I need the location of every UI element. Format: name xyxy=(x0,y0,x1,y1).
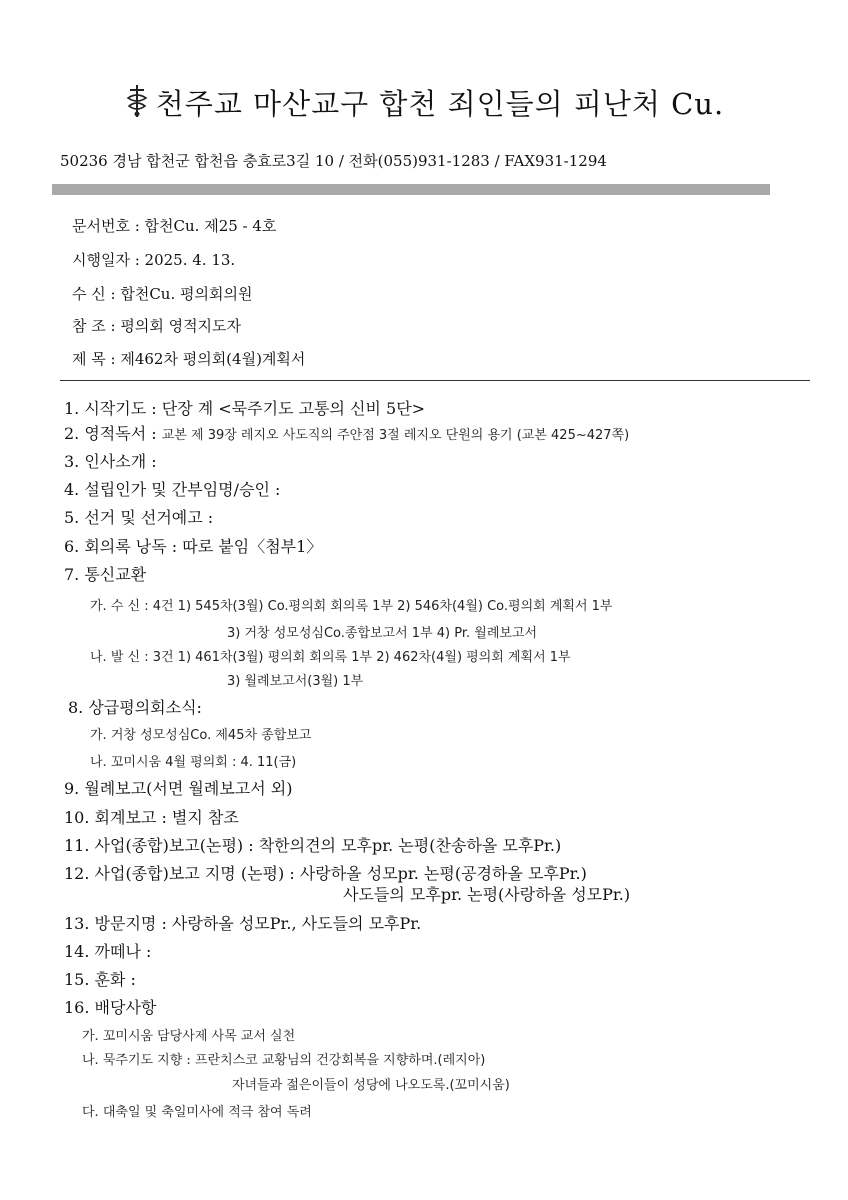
agenda-item-13: 13. 방문지명 : 사랑하올 성모Pr., 사도들의 모후Pr. xyxy=(64,914,422,933)
agenda-item-16-c: 다. 대축일 및 축일미사에 적극 참여 독려 xyxy=(82,1105,312,1120)
agenda-item-7: 7. 통신교환 xyxy=(64,565,147,584)
agenda-item-16: 16. 배당사항 xyxy=(64,998,157,1017)
recipient: 수 신 : 합천Cu. 평의회의원 xyxy=(72,285,253,303)
section-divider xyxy=(60,380,810,381)
agenda-item-3: 3. 인사소개 : xyxy=(64,452,157,471)
subject: 제 목 : 제462차 평의회(4월)계획서 xyxy=(72,350,306,368)
agenda-item-8-b: 나. 꼬미시움 4월 평의회 : 4. 11(금) xyxy=(90,755,297,770)
agenda-item-6: 6. 회의록 낭독 : 따로 붙임〈첨부1〉 xyxy=(64,537,323,556)
agenda-item-8: 8. 상급평의회소식: xyxy=(68,698,202,717)
issue-date: 시행일자 : 2025. 4. 13. xyxy=(72,251,236,269)
agenda-item-5: 5. 선거 및 선거예고 : xyxy=(64,508,214,527)
agenda-item-8-a: 가. 거창 성모성심Co. 제45차 종합보고 xyxy=(90,728,312,743)
rosary-intention-label: 나. 묵주기도 지향 : xyxy=(82,1053,195,1068)
agenda-item-11: 11. 사업(종합)보고(논평) : 착한의견의 모후pr. 논평(찬송하올 모후Pr.) xyxy=(64,836,562,855)
rosary-intention-2: 자녀들과 젊은이들이 성당에 나오도록.(꼬미시움) xyxy=(232,1078,510,1093)
reference: 참 조 : 평의회 영적지도자 xyxy=(72,317,242,335)
received-line-1: 가. 수 신 : 4건 1) 545차(3월) Co.평의회 회의록 1부 2) 546차(4월) Co.평의회 계획서 1부 xyxy=(90,599,613,614)
agenda-item-12-cont: 사도들의 모후pr. 논평(사랑하올 성모Pr.) xyxy=(343,885,631,904)
title-text: 천주교 마산교구 합천 죄인들의 피난처 Cu. xyxy=(155,87,725,121)
agenda-item-12: 12. 사업(종합)보고 지명 (논평) : 사랑하올 성모pr. 논평(공경하올 모후Pr.) xyxy=(64,864,587,883)
sent-line-1: 나. 발 신 : 3건 1) 461차(3월) 평의회 회의록 1부 2) 462차(4월) 평의회 계획서 1부 xyxy=(90,650,571,665)
agenda-item-2-detail: 교본 제 39장 레지오 사도직의 주안점 3절 레지오 단원의 용기 (교본 425~427쪽) xyxy=(161,428,630,443)
cross-emblem-icon xyxy=(124,84,150,125)
agenda-item-2 xyxy=(64,421,629,444)
agenda-item-9: 9. 월례보고(서면 월례보고서 외) xyxy=(64,779,293,798)
agenda-item-16-b xyxy=(82,1049,485,1068)
agenda-item-4: 4. 설립인가 및 간부임명/승인 : xyxy=(64,480,281,499)
agenda-item-16-a: 가. 꼬미시움 담당사제 사목 교서 실천 xyxy=(82,1029,296,1044)
rosary-intention-1: 프란치스코 교황님의 건강회복을 지향하며.(레지아) xyxy=(194,1053,486,1068)
agenda-item-2-label: 2. 영적독서 : xyxy=(64,424,162,443)
address-line: 50236 경남 합천군 합천읍 충효로3길 10 / 전화(055)931-1283 / FAX931-1294 xyxy=(60,152,607,170)
doc-number: 문서번호 : 합천Cu. 제25 - 4호 xyxy=(72,217,277,235)
agenda-item-14: 14. 까떼나 : xyxy=(64,942,152,961)
received-line-2: 3) 거창 성모성심Co.종합보고서 1부 4) Pr. 월례보고서 xyxy=(227,626,538,641)
page-title xyxy=(0,82,848,125)
sent-line-2: 3) 월례보고서(3월) 1부 xyxy=(227,674,364,689)
agenda-item-1: 1. 시작기도 : 단장 계 <묵주기도 고통의 신비 5단> xyxy=(64,399,426,418)
agenda-item-10: 10. 회계보고 : 별지 참조 xyxy=(64,808,239,827)
agenda-item-15: 15. 훈화 : xyxy=(64,970,136,989)
header-divider xyxy=(52,184,770,195)
